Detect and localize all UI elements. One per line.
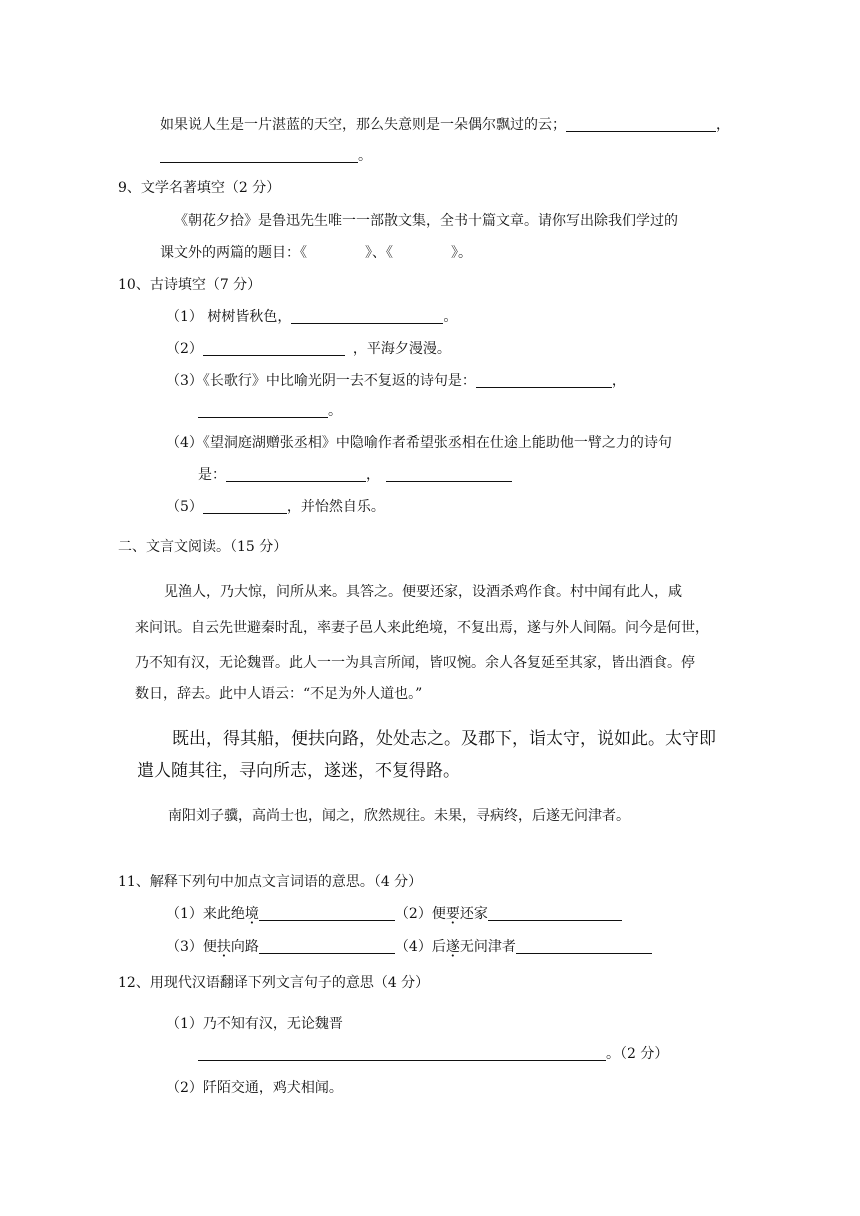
q9-line2: 课文外的两篇的题目：《 》、《 》。 xyxy=(160,245,472,261)
q11-row-1: （1）来此绝境 （2）便要还家 xyxy=(166,904,622,924)
q12-item-2: （2）阡陌交通，鸡犬相闻。 xyxy=(166,1080,343,1096)
q11-blank-1[interactable] xyxy=(259,905,395,921)
q12-blank-1[interactable] xyxy=(198,1045,606,1061)
q12-item-1-answer: 。（2 分） xyxy=(198,1044,668,1064)
dotted-char: 境 xyxy=(244,906,259,922)
q9-line1: 《朝花夕拾》是鲁迅先生唯一一部散文集，全书十篇文章。请你写出除我们学过的 xyxy=(174,213,678,229)
q10-item-1: （1） 树树皆秋色， 。 xyxy=(166,309,458,325)
q11-blank-3[interactable] xyxy=(259,938,395,954)
q8-blank-1[interactable] xyxy=(566,116,716,132)
q11-row-2: （3）便扶向路 （4）后遂无问津者 xyxy=(166,937,652,957)
q9-title: 9、文学名著填空（2 分） xyxy=(118,180,281,196)
q10-blank-1[interactable] xyxy=(291,308,443,324)
q10-blank-2[interactable] xyxy=(203,340,345,356)
q10-item-3-cont: 。 xyxy=(198,401,342,421)
q10-item-5: （5） ，并怡然自乐。 xyxy=(166,499,385,515)
q10-blank-3b[interactable] xyxy=(198,402,328,418)
q8-tail-line2: 。 xyxy=(160,146,372,166)
q8-blank-2[interactable] xyxy=(160,147,358,163)
q12-item-1: （1）乃不知有汉，无论魏晋 xyxy=(166,1016,343,1032)
dotted-char: 扶 xyxy=(216,939,231,955)
passage-p2-line2: 遣人随其往，寻向所志，遂迷，不复得路。 xyxy=(137,761,460,781)
q10-blank-5[interactable] xyxy=(203,498,287,514)
q11-blank-4[interactable] xyxy=(516,938,652,954)
dotted-char: 遂 xyxy=(445,939,460,955)
q10-item-4-cont: 是： ， xyxy=(198,465,512,485)
q10-title: 10、古诗填空（7 分） xyxy=(118,277,262,293)
q8-text: 如果说人生是一片湛蓝的天空，那么失意则是一朵偶尔飘过的云； xyxy=(160,117,566,133)
passage-p1-line2: 来问讯。自云先世避秦时乱，率妻子邑人来此绝境，不复出焉，遂与外人间隔。问今是何世， xyxy=(135,620,709,636)
q11-title: 11、解释下列句中加点文言词语的意思。（4 分） xyxy=(118,874,423,890)
passage-p2-line1: 既出，得其船，便扶向路，处处志之。及郡下，诣太守，说如此。太守即 xyxy=(172,729,716,749)
q8-tail-line1: 如果说人生是一片湛蓝的天空，那么失意则是一朵偶尔飘过的云； ， xyxy=(160,117,730,133)
passage-p3: 南阳刘子骥，高尚士也，闻之，欣然规往。未果，寻病终，后遂无问津者。 xyxy=(168,808,630,824)
passage-p1-line3: 乃不知有汉，无论魏晋。此人一一为具言所闻，皆叹惋。余人各复延至其家，皆出酒食。停 xyxy=(135,655,695,671)
section2-title: 二、文言文阅读。（15 分） xyxy=(118,539,288,555)
dotted-char: 要 xyxy=(445,906,460,922)
q10-blank-3a[interactable] xyxy=(476,372,612,388)
q10-item-3: （3）《长歌行》中比喻光阴一去不复返的诗句是： ， xyxy=(166,373,626,389)
q11-blank-2[interactable] xyxy=(488,905,622,921)
q10-item-4: （4）《望洞庭湖赠张丞相》中隐喻作者希望张丞相在仕途上能助他一臂之力的诗句 xyxy=(166,435,672,451)
q10-blank-4a[interactable] xyxy=(226,466,366,482)
passage-p1-line1: 见渔人，乃大惊，问所从来。具答之。便要还家，设酒杀鸡作食。村中闻有此人，咸 xyxy=(164,584,682,600)
q10-blank-4b[interactable] xyxy=(386,466,512,482)
q10-item-2: （2） ，平海夕漫漫。 xyxy=(166,341,451,357)
q12-title: 12、用现代汉语翻译下列文言句子的意思（4 分） xyxy=(118,975,430,991)
passage-p1-line4: 数日，辞去。此中人语云：“不足为外人道也。” xyxy=(135,686,423,702)
